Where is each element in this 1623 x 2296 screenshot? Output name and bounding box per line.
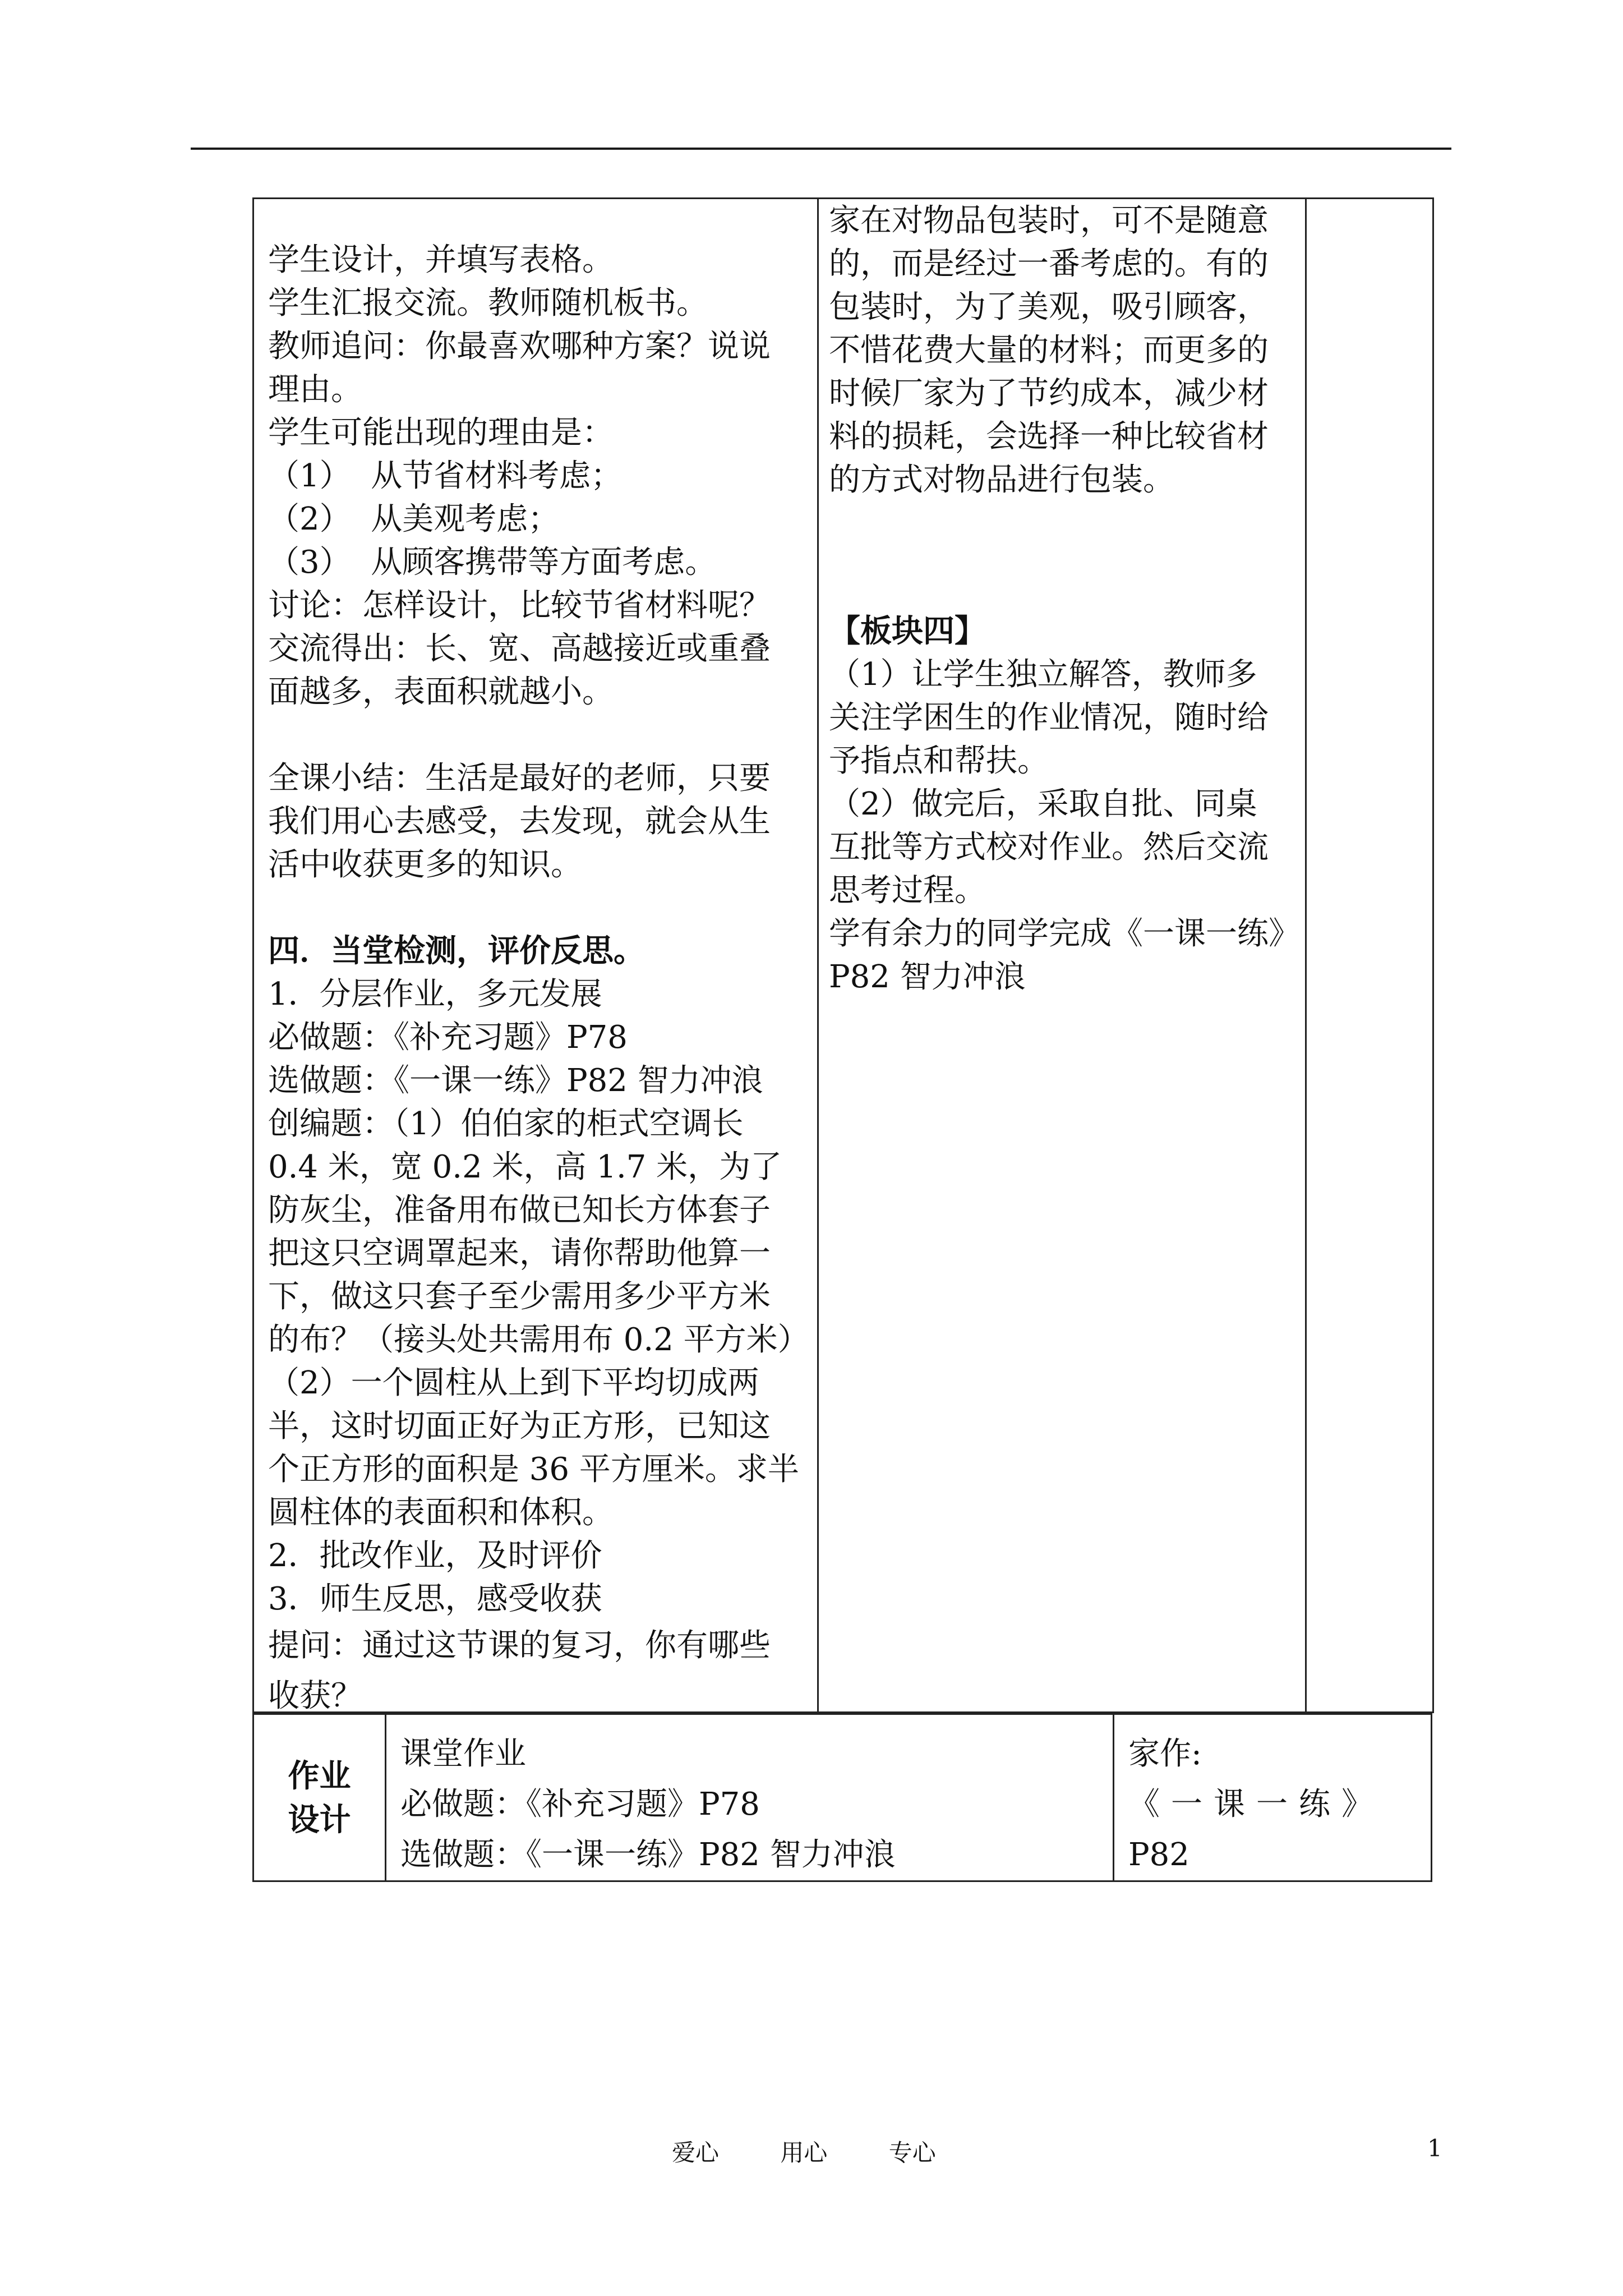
exercise-line: 把这只空调罩起来，请你帮助他算一 — [268, 1235, 771, 1272]
activity-cell — [253, 199, 818, 1713]
summary-line: 活中收获更多的知识。 — [268, 846, 582, 883]
activity-line: 面越多，表面积就越小。 — [268, 674, 614, 710]
activity-line: 讨论：怎样设计，比较节省材料呢？ — [268, 587, 771, 624]
home-assignment-cell — [1114, 1714, 1432, 1881]
activity-line: （3） 从顾客携带等方面考虑。 — [268, 544, 717, 581]
block-line: （1）让学生独立解答，教师多 — [829, 656, 1257, 693]
classwork-title: 课堂作业 — [400, 1736, 526, 1772]
block-line: 思考过程。 — [829, 872, 986, 909]
note-line: 包装时，为了美观，吸引顾客， — [829, 289, 1269, 325]
question-line: 收获？ — [268, 1678, 362, 1714]
question-line: 提问：通过这节课的复习，你有哪些 — [268, 1627, 771, 1664]
home-assignment-page: P82 — [1128, 1837, 1189, 1873]
block-line: 互批等方式校对作业。然后交流 — [829, 829, 1269, 866]
activity-line: （1） 从节省材料考虑； — [268, 458, 623, 494]
activity-line: （2） 从美观考虑； — [268, 501, 560, 537]
exercise-line: 3．师生反思，感受收获 — [268, 1581, 602, 1617]
activity-line: 学生可能出现的理由是： — [268, 415, 614, 451]
home-assignment-title: 家作: — [1128, 1736, 1202, 1772]
note-line: 不惜花费大量的材料；而更多的 — [829, 332, 1269, 369]
note-line: 料的损耗，会选择一种比较省材 — [829, 418, 1269, 455]
homework-label: 作业 — [288, 1757, 351, 1795]
blank-cell — [1306, 199, 1433, 1713]
activity-line: 学生设计，并填写表格。 — [268, 242, 614, 278]
exercise-line: 1．分层作业，多元发展 — [268, 976, 602, 1013]
block-line: 关注学困生的作业情况，随时给 — [829, 700, 1269, 736]
activity-line: 学生汇报交流。教师随机板书。 — [268, 285, 708, 321]
footer-word: 专心 — [888, 2139, 936, 2166]
lesson-table — [252, 197, 1434, 1713]
teaching-note-cell — [818, 199, 1306, 1713]
block-heading: 【板块四】 — [829, 613, 986, 650]
block-line: P82 智力冲浪 — [829, 959, 1026, 995]
note-line: 时候厂家为了节约成本，减少材 — [829, 375, 1269, 412]
activity-line: 教师追问：你最喜欢哪种方案？说说 — [268, 328, 771, 365]
summary-line: 全课小结：生活是最好的老师，只要 — [268, 760, 771, 797]
homework-table — [252, 1713, 1432, 1882]
activity-line: 理由。 — [268, 371, 362, 408]
exercise-line: 必做题：《补充习题》P78 — [268, 1019, 628, 1056]
activity-line: 交流得出：长、宽、高越接近或重叠 — [268, 631, 771, 667]
classwork-required: 必做题：《补充习题》P78 — [400, 1786, 760, 1823]
block-line: 予指点和帮扶。 — [829, 743, 1049, 779]
exercise-line: 0.4 米，宽 0.2 米，高 1.7 米，为了 — [268, 1149, 782, 1185]
summary-line: 我们用心去感受，去发现，就会从生 — [268, 803, 771, 840]
section-heading: 四．当堂检测，评价反思。 — [268, 932, 645, 969]
exercise-line: （2）一个圆柱从上到下平均切成两 — [268, 1365, 759, 1401]
homework-row — [253, 1714, 1432, 1881]
note-line: 的，而是经过一番考虑的。有的 — [829, 246, 1269, 282]
classwork-cell — [386, 1714, 1114, 1881]
footer-motto — [672, 2134, 990, 2168]
home-assignment-book: 《一课一练》 — [1128, 1786, 1384, 1823]
exercise-line: 半，这时切面正好为正方形，已知这 — [268, 1408, 771, 1444]
exercise-line: 2．批改作业，及时评价 — [268, 1538, 602, 1574]
classwork-optional: 选做题：《一课一练》P82 智力冲浪 — [400, 1837, 896, 1873]
note-line: 家在对物品包装时，可不是随意 — [829, 203, 1269, 239]
lesson-row — [253, 199, 1433, 1713]
page-number: 1 — [1427, 2134, 1442, 2162]
block-line: （2）做完后，采取自批、同桌 — [829, 786, 1257, 822]
exercise-line: 创编题：（1）伯伯家的柜式空调长 — [268, 1106, 744, 1142]
exercise-line: 下，做这只套子至少需用多少平方米 — [268, 1278, 771, 1315]
footer-word: 爱心 — [672, 2139, 720, 2166]
footer-word: 用心 — [780, 2139, 828, 2166]
note-line: 的方式对物品进行包装。 — [829, 462, 1174, 498]
exercise-line: 的布？（接头处共需用布 0.2 平方米） — [268, 1322, 809, 1358]
exercise-line: 防灰尘，准备用布做已知长方体套子 — [268, 1192, 771, 1228]
homework-label: 设计 — [288, 1801, 351, 1838]
exercise-line: 圆柱体的表面积和体积。 — [268, 1494, 614, 1531]
header-rule — [191, 148, 1451, 150]
block-line: 学有余力的同学完成《一课一练》 — [829, 915, 1300, 952]
homework-label-cell — [253, 1714, 386, 1881]
exercise-line: 个正方形的面积是 36 平方厘米。求半 — [268, 1451, 799, 1488]
exercise-line: 选做题：《一课一练》P82 智力冲浪 — [268, 1062, 763, 1099]
